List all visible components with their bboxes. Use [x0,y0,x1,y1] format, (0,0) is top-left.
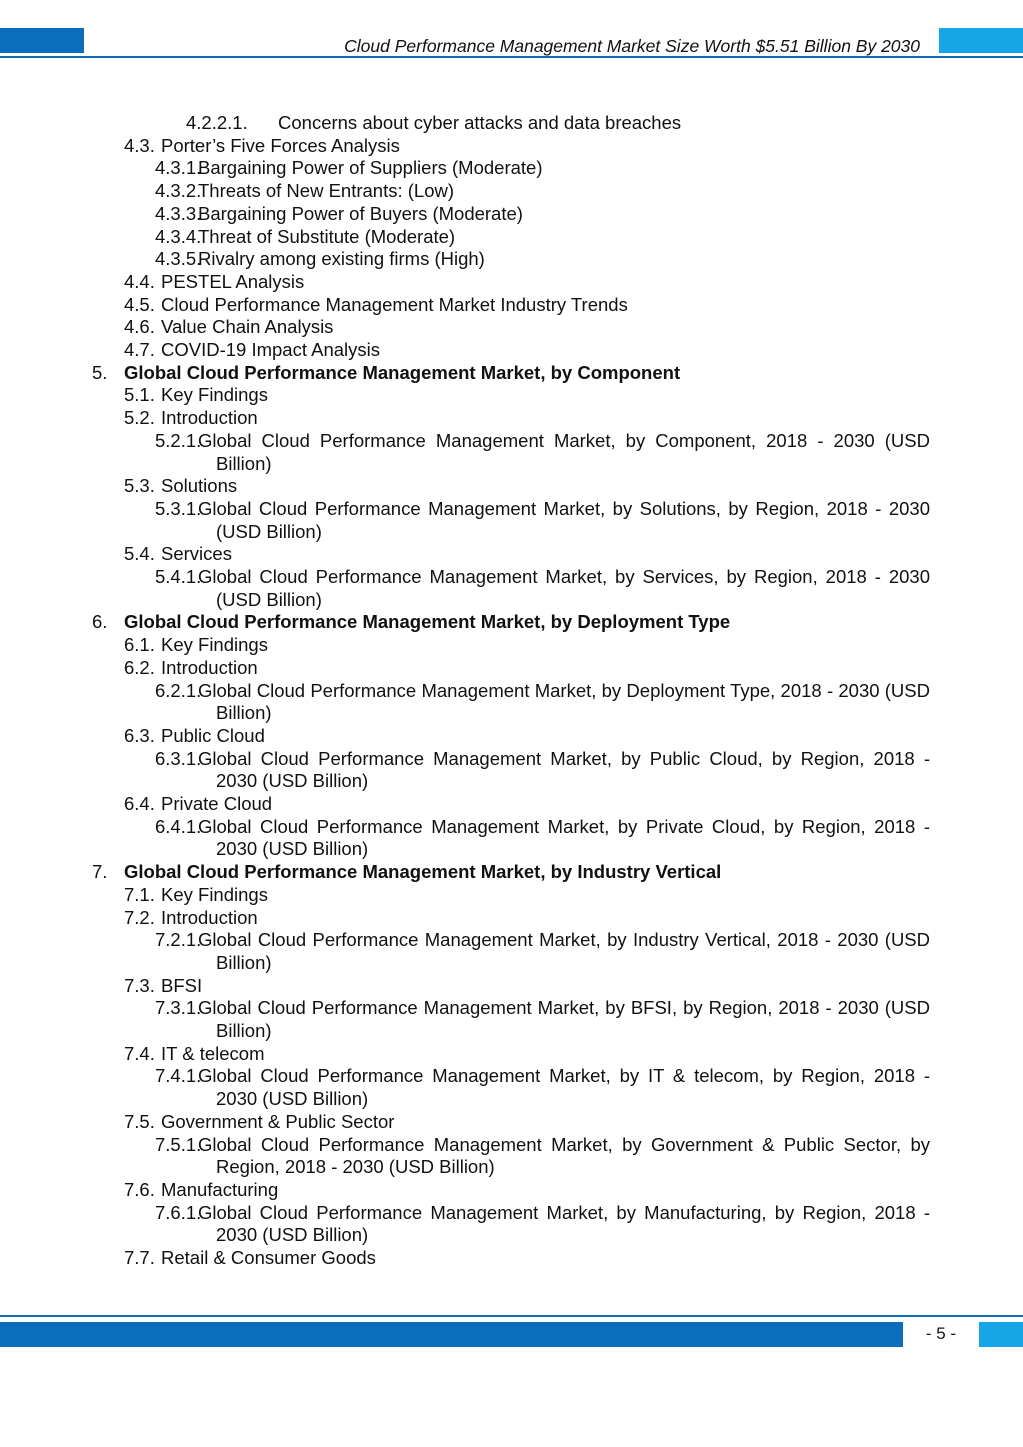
toc-entry [155,157,930,180]
toc-entry-title: Bargaining Power of Suppliers (Moderate) [198,157,543,179]
toc-entry [124,339,930,362]
toc-entry-title: IT & telecom [161,1042,265,1064]
toc-entry-number: 5.1. [124,384,155,406]
toc-entry [155,1065,930,1110]
toc-entry-number: 7.6.1. [155,1201,202,1223]
toc-entry-number: 6.3. [124,724,155,746]
toc-entry-number: 7. [92,861,108,883]
toc-entry-title: Global Cloud Performance Management Market, by Industry Vertical [124,861,722,883]
toc-entry-number: 7.6. [124,1178,155,1200]
toc-entry-title: Global Cloud Performance Management Market, by Component [124,361,681,383]
toc-entry [155,180,930,203]
toc-entry-number: 6.4.1. [155,815,202,837]
toc-entry [92,861,930,884]
toc-entry [124,1247,930,1270]
toc-entry [124,407,930,430]
footer-divider [0,1315,1023,1317]
toc-entry-number: 4.7. [124,339,155,360]
toc-entry [124,271,930,294]
toc-entry-number: 4.3. [124,134,155,156]
toc-entry-title: Key Findings [161,634,268,656]
header-bar-right [939,28,1023,53]
toc-entry [124,657,930,680]
toc-entry-number: 6.1. [124,634,155,656]
toc-entry-title: Global Cloud Performance Management Market, by Manufacturing, by Region, 2018 - 2030 (USD Billion) [198,1201,930,1246]
toc-entry [124,725,930,748]
toc-entry-number: 7.5. [124,1110,155,1132]
toc-entry-number: 5.3. [124,475,155,497]
footer-bar-right [979,1322,1023,1347]
toc-entry-number: 7.3. [124,974,155,996]
toc-entry-title: Key Findings [161,883,268,905]
toc-entry-number: 4.3.4. [155,225,202,247]
toc-entry [155,203,930,226]
toc-entry-number: 6.2. [124,656,155,678]
toc-entry-title: Global Cloud Performance Management Market, by Deployment Type [124,611,731,633]
toc-entry-title: Introduction [161,656,258,678]
toc-entry-title: Manufacturing [161,1178,279,1200]
toc-entry-number: 7.2. [124,906,155,928]
toc-entry [124,907,930,930]
toc-entry [124,543,930,566]
toc-entry [92,362,930,385]
toc-entry [124,384,930,407]
toc-entry [124,316,930,339]
toc-entry-number: 7.4.1. [155,1065,202,1087]
toc-entry-number: 7.7. [124,1247,155,1268]
toc-entry-title: COVID-19 Impact Analysis [161,339,380,360]
toc-entry-number: 4.5. [124,293,155,315]
toc-entry [155,748,930,793]
toc-entry [155,1134,930,1179]
toc-entry-title: PESTEL Analysis [161,270,305,292]
toc-entry-number: 7.1. [124,883,155,905]
toc-entry-title: Concerns about cyber attacks and data breaches [278,112,682,133]
toc-entry-title: Global Cloud Performance Management Market, by Services, by Region, 2018 - 2030 (USD Billion) [198,566,930,610]
toc-entry-title: Threat of Substitute (Moderate) [198,225,456,247]
toc-entry-number: 5.4. [124,543,155,565]
toc-entry-number: 4.4. [124,270,155,292]
toc-entry-title: Retail & Consumer Goods [161,1247,376,1268]
toc-entry-number: 4.3.2. [155,180,202,202]
toc-entry-number: 6.4. [124,793,155,814]
toc-entry-title: Global Cloud Performance Management Market, by IT & telecom, by Region, 2018 - 2030 (USD Billion) [198,1065,930,1110]
toc-entry [124,634,930,657]
toc-entry-title: Global Cloud Performance Management Market, by Public Cloud, by Region, 2018 - 2030 (USD Billion) [198,747,930,792]
toc-entry [155,1202,930,1247]
toc-entry-title: Global Cloud Performance Management Market, by Government & Public Sector, by Region, 2018 - 2030 (USD Billion) [198,1133,930,1178]
toc-entry-number: 5.2. [124,407,155,429]
toc-entry-number: 7.5.1. [155,1133,202,1155]
toc-entry-title: Bargaining Power of Buyers (Moderate) [198,202,523,224]
toc-entry-title: Introduction [161,407,258,429]
toc-entry [155,816,930,861]
toc-entry-number: 5. [92,361,108,383]
toc-entry-title: Porter’s Five Forces Analysis [161,134,400,156]
toc-entry-number: 4.3.3. [155,202,202,224]
toc-entry [124,475,930,498]
toc-entry-number: 5.2.1. [155,429,202,451]
toc-entry [155,430,930,475]
toc-entry [124,294,930,317]
toc-entry [155,498,930,543]
footer-bar-left [0,1322,903,1347]
toc-entry-title: Solutions [161,475,238,497]
toc-entry [124,884,930,907]
toc-entry-title: Private Cloud [161,793,273,814]
toc-entry-number: 5.4.1. [155,566,202,587]
toc-entry-number: 4.3.1. [155,157,202,179]
toc-entry [124,135,930,158]
toc-entry [124,1179,930,1202]
header-title: Cloud Performance Management Market Size Worth $5.51 Billion By 2030 [344,36,920,56]
toc-entry [124,1043,930,1066]
header-divider [0,56,1023,58]
toc-entry-number: 7.4. [124,1042,155,1064]
toc-entry-title: Global Cloud Performance Management Market, by Solutions, by Region, 2018 - 2030 (USD Billion) [198,497,930,542]
toc-entry [124,793,930,816]
toc-entry [155,929,930,974]
toc-entry [124,1111,930,1134]
toc-entry-title: Threats of New Entrants: (Low) [198,180,455,202]
toc-entry [155,566,930,611]
toc-entry-title: Global Cloud Performance Management Market, by Component, 2018 - 2030 (USD Billion) [198,429,930,474]
toc-entry-title: Rivalry among existing firms (High) [198,248,485,270]
toc-entry [155,997,930,1042]
toc-entry-title: Introduction [161,906,258,928]
toc-entry-title: Global Cloud Performance Management Market, by Industry Vertical, 2018 - 2030 (USD Billion) [198,929,930,973]
toc-entry-number: 4.2.2.1. [186,112,248,133]
toc-entry-title: Public Cloud [161,724,265,746]
toc-entry-title: Global Cloud Performance Management Market, by Deployment Type, 2018 - 2030 (USD Billion) [198,679,930,724]
toc-entry-title: Value Chain Analysis [161,316,334,338]
toc-entry-title: Cloud Performance Management Market Industry Trends [161,293,628,315]
toc-entry [155,248,930,271]
toc-entry [155,226,930,249]
toc-entry-number: 6. [92,611,108,633]
toc-entry [186,112,930,135]
toc-entry-number: 6.2.1. [155,679,202,701]
toc-entry-title: Government & Public Sector [161,1110,395,1132]
toc-entry-title: Key Findings [161,384,268,406]
toc-entry [155,680,930,725]
toc-entry-number: 6.3.1. [155,747,202,769]
toc-entry-number: 4.6. [124,316,155,338]
toc-entry-title: Services [161,543,232,565]
toc-entry-title: Global Cloud Performance Management Market, by BFSI, by Region, 2018 - 2030 (USD Billion) [198,997,930,1041]
toc-entry [92,611,930,634]
toc-entry-title: BFSI [161,974,203,996]
toc-entry-number: 4.3.5. [155,248,202,270]
page-number: - 5 - [925,1324,957,1343]
toc-entry-title: Global Cloud Performance Management Market, by Private Cloud, by Region, 2018 - 2030 (USD Billion) [198,815,930,860]
toc-entry-number: 5.3.1. [155,497,202,519]
toc-entry-number: 7.2.1. [155,929,202,951]
toc-entry [124,975,930,998]
toc-entry-number: 7.3.1. [155,997,202,1019]
